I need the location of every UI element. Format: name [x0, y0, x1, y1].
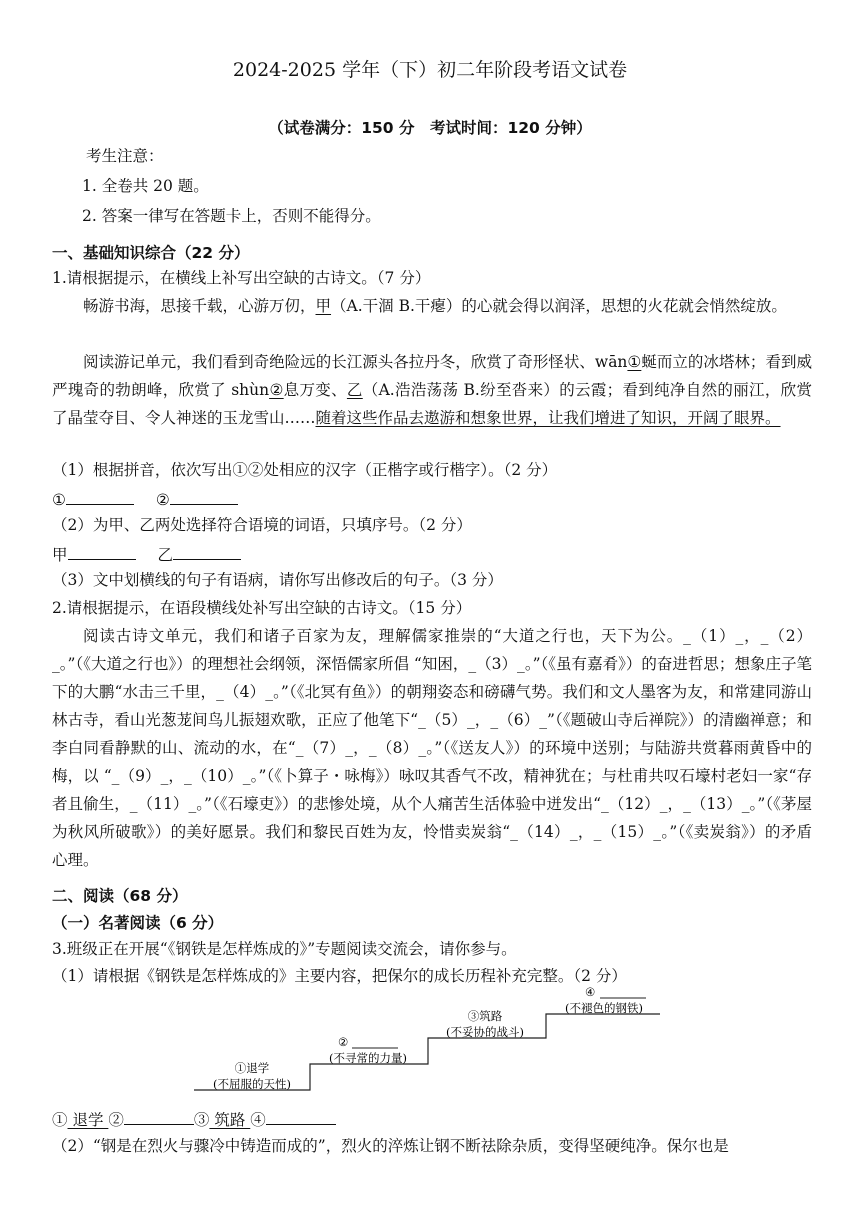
step-note: (不妥协的战斗): [446, 1025, 524, 1039]
section-heading: 一、基础知识综合（22 分）: [52, 244, 250, 262]
sub-question: （1）根据拼音，依次写出①②处相应的汉字（正楷字或行楷字）。（2 分）: [52, 461, 558, 479]
sub-question: （2）“钢是在烈火与骤冷中铸造而成的”，烈火的淬炼让钢不断祛除杂质，变得坚硬纯净。保尔也是: [52, 1137, 729, 1155]
answer-blanks: ① ②: [52, 488, 260, 510]
question-stem: 2.请根据提示，在语段横线处补写出空缺的古诗文。（15 分）: [52, 599, 472, 617]
answer-blank: [170, 488, 238, 505]
subsection-heading: （一）名著阅读（6 分）: [52, 914, 224, 932]
step-label: ④: [585, 985, 596, 999]
answer-blank: [124, 1108, 194, 1125]
step-label: ③筑路: [467, 1009, 503, 1023]
page-title: 2024-2025 学年（下）初二年阶段考语文试卷: [232, 59, 628, 81]
notice-item: 2. 答案一律写在答题卡上，否则不能得分。: [82, 207, 381, 225]
step-label: ①退学: [234, 1061, 270, 1075]
q1-paragraph-1: 畅游书海，思接千载，心游万仞，甲（A.干涸 B.干瘪）的心就会得以润泽，思想的火花就会悄然绽放。: [83, 297, 787, 315]
answer-blank: [266, 1108, 336, 1125]
step-note: (不屈服的天性): [213, 1077, 291, 1091]
answer-blanks: 甲 乙: [52, 543, 263, 565]
q1-paragraph-2: 阅读游记单元，我们看到奇绝险远的长江源头各拉丹冬，欣赏了奇形怪状、wān①蜒而立的冰塔林；看到威严瑰奇的勃朗峰，欣赏了 shùn②息万变、乙（A.浩浩荡荡 B.纷至沓来）的云霞；看到纯净自然的丽江，欣赏了晶莹夺目、令人神迷的玉龙雪山……随着这些作品去遨游和想象世界，让我们增进了知识，开阔了眼界。: [52, 353, 812, 427]
answer-blank: [66, 488, 134, 505]
growth-staircase-diagram: [180, 984, 680, 1108]
step-label: ②: [338, 1035, 349, 1049]
notice-item: 1. 全卷共 20 题。: [82, 177, 209, 195]
section-heading: 二、阅读（68 分）: [52, 887, 188, 905]
step-note: (不寻常的力量): [329, 1051, 407, 1065]
exam-info: （试卷满分：150 分 考试时间：120 分钟）: [268, 119, 592, 137]
sub-question: （3）文中划横线的句子有语病，请你写出修改后的句子。（3 分）: [52, 571, 503, 589]
step-note: (不褪色的钢铁): [565, 1001, 643, 1015]
question-stem: 3.班级正在开展“《钢铁是怎样炼成的》”专题阅读交流会，请你参与。: [52, 940, 517, 958]
answer-blank: [68, 543, 136, 560]
sub-question: （1）请根据《钢铁是怎样炼成的》主要内容，把保尔的成长历程补充完整。（2 分）: [52, 967, 627, 985]
q2-paragraph: 阅读古诗文单元，我们和诸子百家为友，理解儒家推崇的“大道之行也，天下为公。_（1）_，_（2）_。”（《大道之行也》）的理想社会纲领，深悟儒家所倡 “知困，_（3）_。”（《虽有嘉肴》）的奋进哲思；想象庄子笔下的大鹏“水击三千里，_（4）_。”（《北冥有鱼》）的朝翔姿态和磅礴气势。我们和文人墨客为友，和常建同游山林古寺，看山光葱茏间鸟儿振翅欢歌，正应了他笔下“_（5）_，_（6）_”（《题破山寺后禅院》）的清幽禅意；和李白同看静默的山、流动的水，在“_（7）_，_（8）_。”（《送友人》）的环境中送别；与陆游共赏暮雨黄昏中的梅，以 “_（9）_，_（10）_。”（《卜算子・咏梅》）咏叹其香气不改，精神犹在；与杜甫共叹石壕村老妇一家“存者且偷生，_（11）_。”（《石壕吏》）的悲惨处境，从个人痛苦生活体验中迸发出“_（12）_，_（13）_。”（《茅屋为秋风所破歌》）的美好愿景。我们和黎民百姓为友，怜惜卖炭翁“_（14）_，_（15）_。”（《卖炭翁》）的矛盾心理。: [52, 627, 812, 869]
sub-question: （2）为甲、乙两处选择符合语境的词语，只填序号。（2 分）: [52, 516, 472, 534]
question-stem: 1.请根据提示，在横线上补写出空缺的古诗文。（7 分）: [52, 269, 431, 287]
answer-line: ① 退学 ② ③ 筑路 ④: [52, 1108, 336, 1130]
answer-blank: [173, 543, 241, 560]
notice-heading: 考生注意：: [86, 147, 164, 165]
